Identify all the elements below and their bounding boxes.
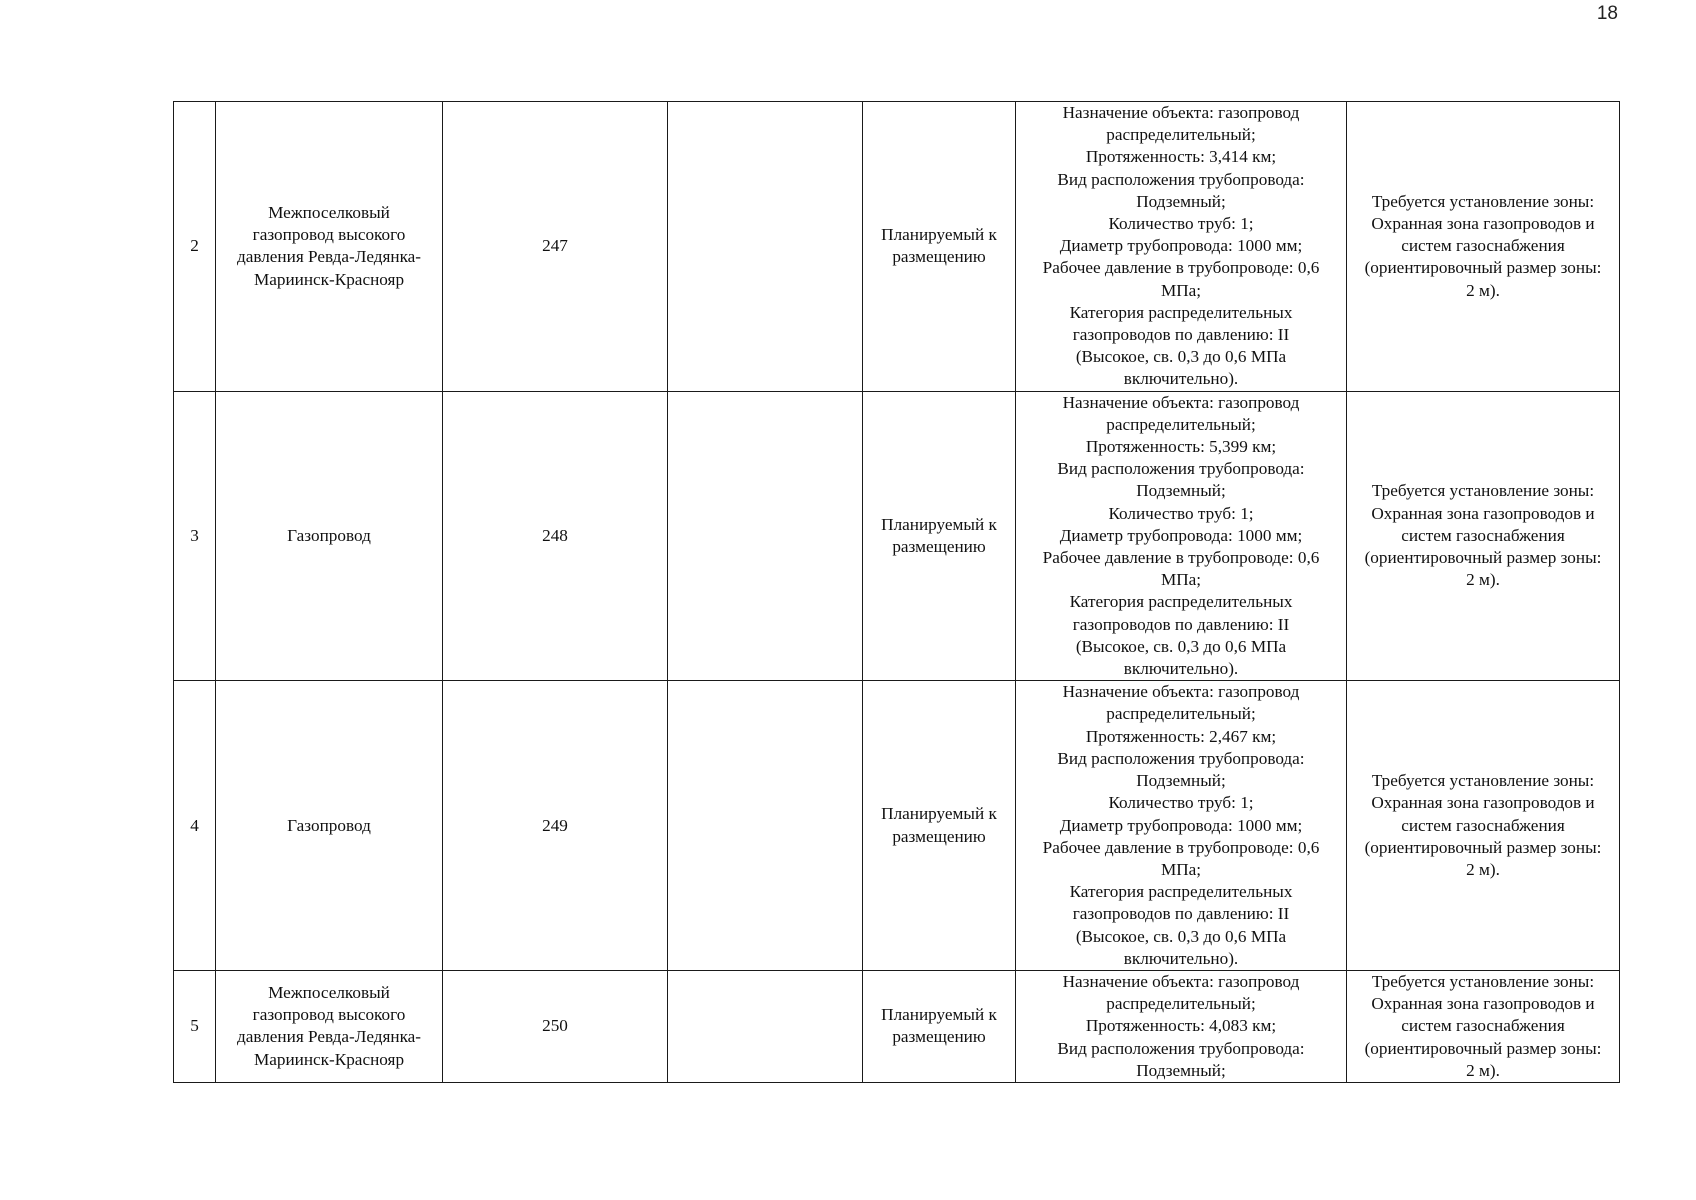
cell-text-line: 2 м). xyxy=(1466,280,1500,300)
cell-text-line: Мариинск-Краснояр xyxy=(253,1049,405,1069)
cell-text-line: Планируемый к xyxy=(881,514,997,534)
cell-object-code: 249 xyxy=(443,681,668,971)
cell-text-line: Охранная зона газопроводов и xyxy=(1371,994,1595,1014)
cell-text-line: Вид расположения трубопровода: xyxy=(1057,1038,1305,1058)
objects-table xyxy=(173,101,1620,1083)
cell-text-line: Подземный; xyxy=(1136,481,1226,501)
cell-text-line: систем газоснабжения xyxy=(1401,1016,1565,1036)
cell-zone xyxy=(1347,391,1620,681)
cell-text-line: газопроводов по давлению: II xyxy=(1072,904,1290,924)
table-row xyxy=(174,391,1620,681)
cell-text-line: Категория распределительных xyxy=(1069,302,1293,322)
cell-text-line: Требуется установление зоны: xyxy=(1371,191,1595,211)
cell-text-line: газопроводов по давлению: II xyxy=(1072,614,1290,634)
cell-text-line: включительно). xyxy=(1123,369,1239,389)
cell-text-line: Протяженность: 4,083 км; xyxy=(1085,1016,1277,1036)
cell-empty xyxy=(668,102,863,392)
cell-text-line: Охранная зона газопроводов и xyxy=(1371,793,1595,813)
cell-text-line: Требуется установление зоны: xyxy=(1371,481,1595,501)
cell-object-code: 250 xyxy=(443,970,668,1082)
cell-text-line: размещению xyxy=(892,247,986,267)
table-body xyxy=(174,102,1620,1083)
cell-text-line: Количество труб: 1; xyxy=(1108,793,1254,813)
cell-status xyxy=(863,391,1016,681)
cell-text-line: Рабочее давление в трубопроводе: 0,6 xyxy=(1042,258,1320,278)
cell-text-line: Планируемый к xyxy=(881,1005,997,1025)
cell-object-code: 248 xyxy=(443,391,668,681)
cell-text-line: Газопровод xyxy=(287,815,371,835)
cell-text-line: (ориентировочный размер зоны: xyxy=(1364,258,1602,278)
cell-text-line: Диаметр трубопровода: 1000 мм; xyxy=(1059,236,1303,256)
cell-text-line: Протяженность: 2,467 км; xyxy=(1085,726,1277,746)
cell-text-line: Планируемый к xyxy=(881,804,997,824)
cell-zone xyxy=(1347,970,1620,1082)
cell-text-line: Требуется установление зоны: xyxy=(1371,971,1595,991)
cell-zone xyxy=(1347,681,1620,971)
cell-text-line: размещению xyxy=(892,536,986,556)
cell-text-line: Рабочее давление в трубопроводе: 0,6 xyxy=(1042,837,1320,857)
cell-number: 3 xyxy=(174,391,216,681)
cell-text-line: Протяженность: 3,414 км; xyxy=(1085,147,1277,167)
cell-empty xyxy=(668,970,863,1082)
cell-status xyxy=(863,681,1016,971)
cell-text-line: размещению xyxy=(892,826,986,846)
table-row xyxy=(174,681,1620,971)
cell-description xyxy=(1016,970,1347,1082)
cell-object-name xyxy=(216,970,443,1082)
cell-text-line: Диаметр трубопровода: 1000 мм; xyxy=(1059,815,1303,835)
cell-text-line: 2 м). xyxy=(1466,1060,1500,1080)
cell-text-line: МПа; xyxy=(1160,859,1202,879)
cell-text-line: (ориентировочный размер зоны: xyxy=(1364,548,1602,568)
cell-text-line: Вид расположения трубопровода: xyxy=(1057,748,1305,768)
cell-text-line: (Высокое, св. 0,3 до 0,6 МПа xyxy=(1075,347,1287,367)
cell-object-code: 247 xyxy=(443,102,668,392)
cell-number: 4 xyxy=(174,681,216,971)
cell-object-name xyxy=(216,391,443,681)
cell-text-line: Охранная зона газопроводов и xyxy=(1371,503,1595,523)
cell-text-line: (Высокое, св. 0,3 до 0,6 МПа xyxy=(1075,926,1287,946)
cell-text-line: Количество труб: 1; xyxy=(1108,503,1254,523)
cell-description xyxy=(1016,102,1347,392)
cell-text-line: Вид расположения трубопровода: xyxy=(1057,459,1305,479)
cell-empty xyxy=(668,391,863,681)
cell-text-line: (Высокое, св. 0,3 до 0,6 МПа xyxy=(1075,636,1287,656)
cell-text-line: Мариинск-Краснояр xyxy=(253,269,405,289)
cell-text-line: Подземный; xyxy=(1136,1060,1226,1080)
cell-text-line: Назначение объекта: газопровод xyxy=(1062,682,1300,702)
cell-text-line: газопровод высокого xyxy=(252,225,406,245)
cell-text-line: газопровод высокого xyxy=(252,1005,406,1025)
cell-empty xyxy=(668,681,863,971)
cell-number: 2 xyxy=(174,102,216,392)
cell-text-line: Охранная зона газопроводов и xyxy=(1371,214,1595,234)
cell-number: 5 xyxy=(174,970,216,1082)
cell-text-line: Рабочее давление в трубопроводе: 0,6 xyxy=(1042,548,1320,568)
cell-text-line: Планируемый к xyxy=(881,225,997,245)
cell-text-line: (ориентировочный размер зоны: xyxy=(1364,837,1602,857)
cell-text-line: МПа; xyxy=(1160,280,1202,300)
cell-text-line: систем газоснабжения xyxy=(1401,236,1565,256)
cell-object-name xyxy=(216,102,443,392)
cell-text-line: давления Ревда-Ледянка- xyxy=(236,1027,422,1047)
cell-text-line: Протяженность: 5,399 км; xyxy=(1085,437,1277,457)
cell-text-line: Вид расположения трубопровода: xyxy=(1057,169,1305,189)
cell-description xyxy=(1016,681,1347,971)
cell-text-line: включительно). xyxy=(1123,659,1239,679)
cell-text-line: включительно). xyxy=(1123,948,1239,968)
cell-description xyxy=(1016,391,1347,681)
cell-text-line: газопроводов по давлению: II xyxy=(1072,325,1290,345)
cell-text-line: 2 м). xyxy=(1466,570,1500,590)
cell-text-line: Количество труб: 1; xyxy=(1108,214,1254,234)
cell-text-line: распределительный; xyxy=(1106,414,1256,434)
cell-text-line: Диаметр трубопровода: 1000 мм; xyxy=(1059,525,1303,545)
cell-status xyxy=(863,970,1016,1082)
cell-text-line: Подземный; xyxy=(1136,771,1226,791)
cell-zone xyxy=(1347,102,1620,392)
cell-text-line: Подземный; xyxy=(1136,191,1226,211)
cell-text-line: распределительный; xyxy=(1106,994,1256,1014)
cell-text-line: систем газоснабжения xyxy=(1401,815,1565,835)
cell-text-line: Требуется установление зоны: xyxy=(1371,771,1595,791)
cell-text-line: размещению xyxy=(892,1027,986,1047)
cell-text-line: Назначение объекта: газопровод xyxy=(1062,392,1300,412)
cell-text-line: давления Ревда-Ледянка- xyxy=(236,247,422,267)
cell-text-line: распределительный; xyxy=(1106,125,1256,145)
cell-text-line: Межпоселковый xyxy=(268,983,390,1003)
table-row xyxy=(174,102,1620,392)
cell-status xyxy=(863,102,1016,392)
cell-text-line: систем газоснабжения xyxy=(1401,525,1565,545)
cell-text-line: Категория распределительных xyxy=(1069,882,1293,902)
cell-text-line: Межпоселковый xyxy=(268,202,390,222)
table-row xyxy=(174,970,1620,1082)
cell-text-line: МПа; xyxy=(1160,570,1202,590)
cell-text-line: Назначение объекта: газопровод xyxy=(1062,103,1300,122)
cell-text-line: 2 м). xyxy=(1466,859,1500,879)
cell-text-line: Назначение объекта: газопровод xyxy=(1062,971,1300,991)
cell-text-line: (ориентировочный размер зоны: xyxy=(1364,1038,1602,1058)
page-number: 18 xyxy=(1596,3,1618,24)
cell-text-line: Категория распределительных xyxy=(1069,592,1293,612)
cell-text-line: Газопровод xyxy=(287,525,371,545)
cell-text-line: распределительный; xyxy=(1106,704,1256,724)
cell-object-name xyxy=(216,681,443,971)
